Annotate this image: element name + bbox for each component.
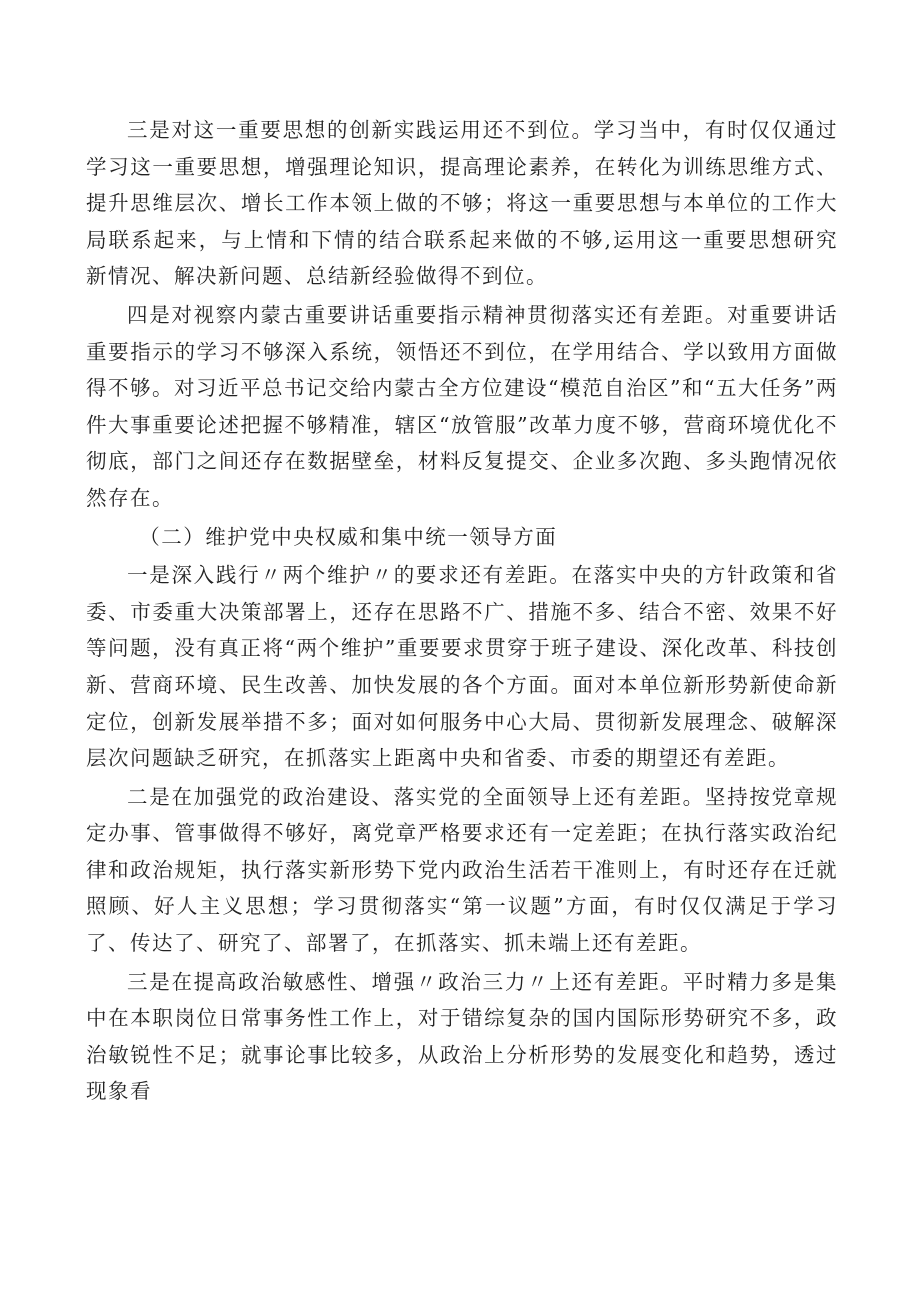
document-body (86, 112, 838, 1110)
paragraph-party-political-building: 二是在加强党的政治建设、落实党的全面领导上还有差距。坚持按党章规定办事、管事做得不够好，离党章严格要求还有一定差距；在执行落实政治纪律和政治规矩，执行落实新形势下党内政治生活若干准则上，有时还存在迁就照顾、好人主义思想；学习贯彻落实“第一议题”方面，有时仅仅满足于学习了、传达了、研究了、部署了，在抓落实、抓未端上还有差距。 (86, 784, 838, 956)
section-heading: （二）维护党中央权威和集中统一领导方面 (139, 524, 558, 549)
paragraph-inner-mongolia-instructions: 四是对视察内蒙古重要讲话重要指示精神贯彻落实还有差距。对重要讲话重要指示的学习不够深入系统，领悟还不到位，在学用结合、学以致用方面做得不够。对习近平总书记交给内蒙古全方位建设“模范自治区”和“五大任务”两件大事重要论述把握不够精准，辖区“放管服”改革力度不够，营商环境优化不彻底，部门之间还存在数据壁垒，材料反复提交、企业多次跑、多头跑情况依然存在。 (86, 302, 838, 510)
paragraph-political-sensitivity: 三是在提高政治敏感性、增强〃政治三力〃上还有差距。平时精力多是集中在本职岗位日常事务性工作上，对于错综复杂的国内国际形势研究不多，政治敏锐性不足；就事论事比较多，从政治上分析形势的发展变化和趋势，透过现象看 (86, 969, 838, 1104)
paragraph-two-safeguards: 一是深入践行〃两个维护〃的要求还有差距。在落实中央的方针政策和省委、市委重大决策部署上，还存在思路不广、措施不多、结合不密、效果不好等问题，没有真正将“两个维护”重要要求贯穿于班子建设、深化改革、科技创新、营商环境、民生改善、加快发展的各个方面。面对本单位新形势新使命新定位，创新发展举措不多；面对如何服务中心大局、贯彻新发展理念、破解深层次问题缺乏研究，在抓落实上距离中央和省委、市委的期望还有差距。 (86, 563, 838, 771)
paragraph-innovation-practice: 三是对这一重要思想的创新实践运用还不到位。学习当中，有时仅仅通过学习这一重要思想，增强理论知识，提高理论素养，在转化为训练思维方式、提升思维层次、增长工作本领上做的不够；将这一重要思想与本单位的工作大局联系起来，与上情和下情的结合联系起来做的不够,运用这一重要思想研究新情况、解决新问题、总结新经验做得不到位。 (86, 118, 838, 289)
